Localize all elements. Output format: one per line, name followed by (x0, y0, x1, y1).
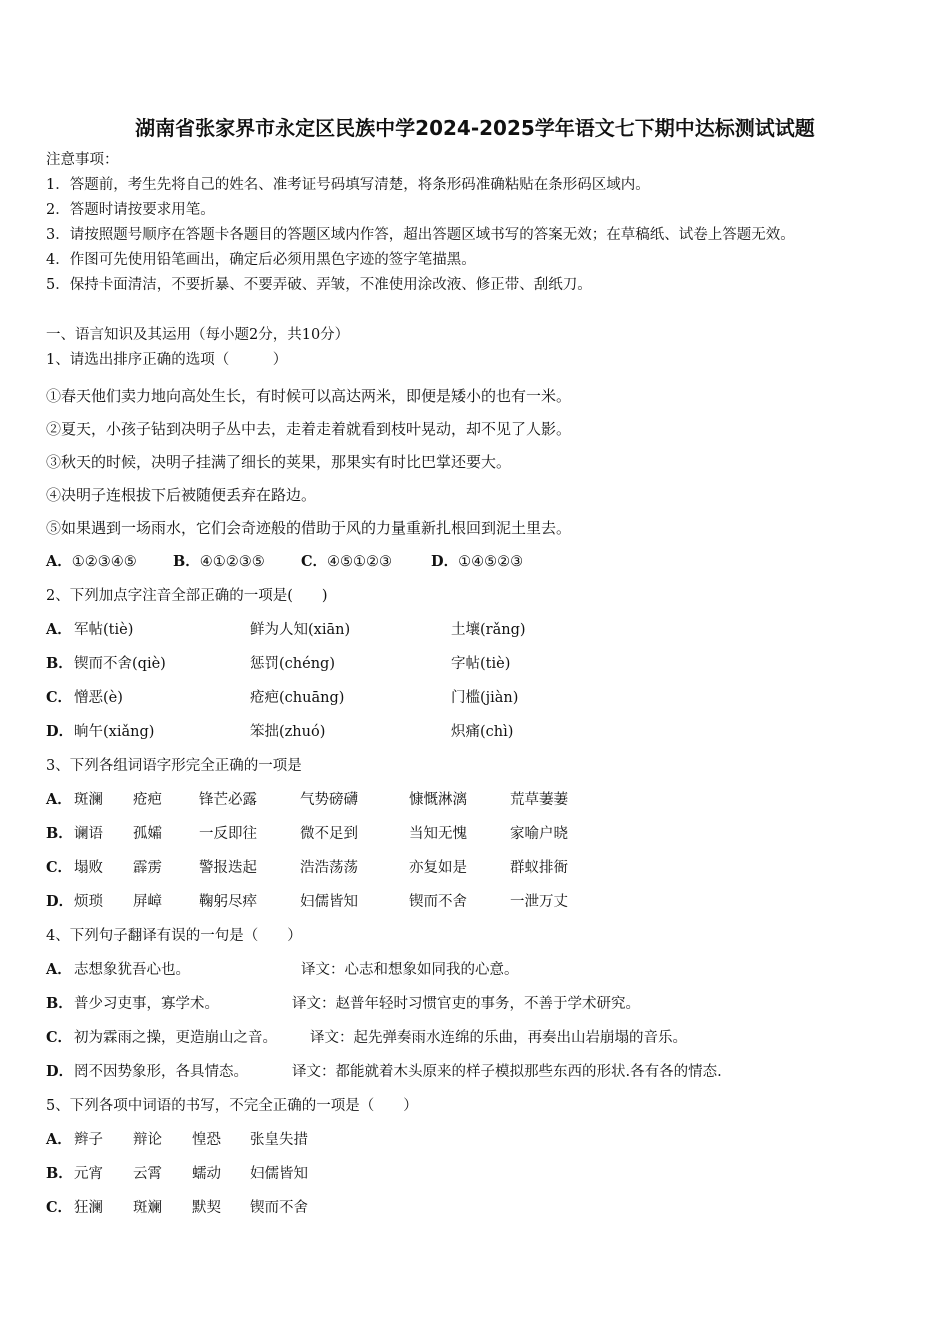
option-letter: A． (46, 791, 72, 808)
q3-word: 警报迭起 (199, 860, 257, 876)
q2-cell: 炽痛(chì) (451, 724, 514, 740)
notice-item: 3．请按照题号顺序在答题卡各题目的答题区域内作答，超出答题区域书写的答案无效；在草稿纸、试卷上答题无效。 (46, 227, 795, 243)
q3-word: 鞠躬尽瘁 (199, 894, 257, 910)
q5-word: 斑斓 (133, 1200, 162, 1216)
question-stem: 4、下列句子翻译有误的一句是（ ） (46, 928, 302, 944)
q3-word: 慷慨淋漓 (409, 792, 467, 808)
q2-cell: 锲而不舍(qiè) (74, 656, 166, 672)
q5-word: 狂澜 (74, 1200, 103, 1216)
q3-word: 霹雳 (133, 860, 162, 876)
q1-option-d (431, 552, 523, 572)
q3-word: 亦复如是 (409, 860, 467, 876)
q1-sentence: ②夏天，小孩子钻到决明子丛中去，走着走着就看到枝叶晃动，却不见了人影。 (46, 420, 572, 438)
question-stem: 2、下列加点字注音全部正确的一项是( ) (46, 588, 328, 604)
q1-sentence: ③秋天的时候，决明子挂满了细长的荚果，那果实有时比巴掌还要大。 (46, 453, 512, 471)
notice-item: 2．答题时请按要求用笔。 (46, 202, 215, 218)
q3-word: 气势磅礴 (300, 792, 358, 808)
q1-sentence: ⑤如果遇到一场雨水，它们会奇迹般的借助于风的力量重新扎根回到泥土里去。 (46, 519, 572, 537)
option-letter: C． (46, 1199, 73, 1216)
q2-cell: 字帖(tiè) (451, 656, 511, 672)
q4-translation: 译文：起先弹奏雨水连绵的乐曲，再奏出山岩崩塌的音乐。 (310, 1030, 687, 1046)
option-letter: A． (46, 621, 72, 638)
q1-sentence: ④决明子连根拔下后被随便丢弃在路边。 (46, 486, 317, 504)
q2-cell: 军帖(tiè) (74, 622, 134, 638)
q5-word: 云霄 (133, 1166, 162, 1182)
q3-word: 塌败 (74, 860, 103, 876)
q1-option-c (301, 552, 392, 572)
q3-word: 微不足到 (300, 826, 358, 842)
q4-source: 普少习吏事，寡学术。 (74, 996, 219, 1012)
option-letter: A． (46, 553, 72, 570)
q5-word: 蠕动 (192, 1166, 221, 1182)
q4-translation: 译文：都能就着木头原来的样子模拟那些东西的形状.各有各的情态. (292, 1064, 722, 1080)
q3-word: 斑澜 (74, 792, 103, 808)
option-letter: C． (46, 859, 73, 876)
option-letter: B． (46, 825, 73, 842)
q5-word: 辫子 (74, 1132, 103, 1148)
q3-word: 妇儒皆知 (300, 894, 358, 910)
q5-word: 锲而不舍 (250, 1200, 308, 1216)
question-stem: 5、下列各项中词语的书写，不完全正确的一项是（ ） (46, 1098, 418, 1114)
q2-cell: 憎恶(è) (74, 690, 123, 706)
q3-word: 屏嶂 (133, 894, 162, 910)
q3-word: 一泄万丈 (510, 894, 568, 910)
option-letter: B． (46, 995, 73, 1012)
q2-cell: 土壤(rǎng) (451, 622, 526, 638)
option-letter: D． (46, 1063, 74, 1080)
notice-item: 4．作图可先使用铅笔画出，确定后必须用黑色字迹的签字笔描黑。 (46, 252, 476, 268)
q3-word: 一反即往 (199, 826, 257, 842)
q3-word: 谰语 (74, 826, 103, 842)
q2-cell: 笨拙(zhuó) (250, 724, 326, 740)
q4-source: 志想象犹吾心也。 (74, 962, 190, 978)
option-letter: D． (46, 723, 74, 740)
q4-source: 初为霖雨之操，更造崩山之音。 (74, 1030, 277, 1046)
q3-word: 孤孀 (133, 826, 162, 842)
option-text: ①②③④⑤ (71, 554, 137, 570)
q3-word: 锲而不舍 (409, 894, 467, 910)
q3-word: 家喻户晓 (510, 826, 568, 842)
q4-translation: 译文：赵普年轻时习惯官吏的事务，不善于学术研究。 (292, 996, 640, 1012)
option-letter: B． (173, 553, 200, 570)
q1-option-b (173, 552, 265, 572)
notice-item: 1．答题前，考生先将自己的姓名、准考证号码填写清楚，将条形码准确粘贴在条形码区域内。 (46, 177, 650, 193)
q5-word: 默契 (192, 1200, 221, 1216)
q3-word: 群蚁排衙 (510, 860, 568, 876)
q5-word: 惶恐 (192, 1132, 221, 1148)
option-letter: A． (46, 1131, 72, 1148)
q5-word: 张皇失措 (250, 1132, 308, 1148)
q3-word: 浩浩荡荡 (300, 860, 358, 876)
q2-cell: 惩罚(chéng) (250, 656, 335, 672)
q2-cell: 疮疤(chuāng) (250, 690, 345, 706)
option-letter: A． (46, 961, 72, 978)
option-text: ④①②③⑤ (199, 554, 265, 570)
q1-option-a (46, 552, 137, 572)
q3-word: 锋芒必露 (199, 792, 257, 808)
option-letter: D． (46, 893, 74, 910)
q4-translation: 译文：心志和想象如同我的心意。 (301, 962, 519, 978)
option-letter: B． (46, 655, 73, 672)
option-letter: D． (431, 553, 459, 570)
notice-heading: 注意事项： (46, 152, 119, 168)
option-letter: C． (46, 689, 73, 706)
q3-word: 荒草萋萋 (510, 792, 568, 808)
notice-item: 5．保持卡面清洁，不要折暴、不要弄破、弄皱，不准使用涂改液、修正带、刮纸刀。 (46, 277, 592, 293)
option-text: ①④⑤②③ (458, 554, 524, 570)
question-stem: 1、请选出排序正确的选项（ ） (46, 352, 288, 368)
q5-word: 辩论 (133, 1132, 162, 1148)
option-text: ④⑤①②③ (327, 554, 393, 570)
q5-word: 妇儒皆知 (250, 1166, 308, 1182)
q1-sentence: ①春天他们卖力地向高处生长，有时候可以高达两米，即便是矮小的也有一米。 (46, 387, 572, 405)
q4-source: 罔不因势象形，各具情态。 (74, 1064, 248, 1080)
question-stem: 3、下列各组词语字形完全正确的一项是 (46, 758, 302, 774)
option-letter: C． (46, 1029, 73, 1046)
section-heading: 一、语言知识及其运用（每小题2分，共10分） (46, 327, 350, 343)
q2-cell: 晌午(xiǎng) (74, 724, 155, 740)
q3-word: 当知无愧 (409, 826, 467, 842)
q2-cell: 门槛(jiàn) (451, 690, 519, 706)
page-title: 湖南省张家界市永定区民族中学2024-2025学年语文七下期中达标测试试题 (135, 116, 815, 140)
q2-cell: 鲜为人知(xiān) (250, 622, 351, 638)
q3-word: 烦琐 (74, 894, 103, 910)
q5-word: 元宵 (74, 1166, 103, 1182)
option-letter: B． (46, 1165, 73, 1182)
option-letter: C． (301, 553, 328, 570)
q3-word: 疮疤 (133, 792, 162, 808)
